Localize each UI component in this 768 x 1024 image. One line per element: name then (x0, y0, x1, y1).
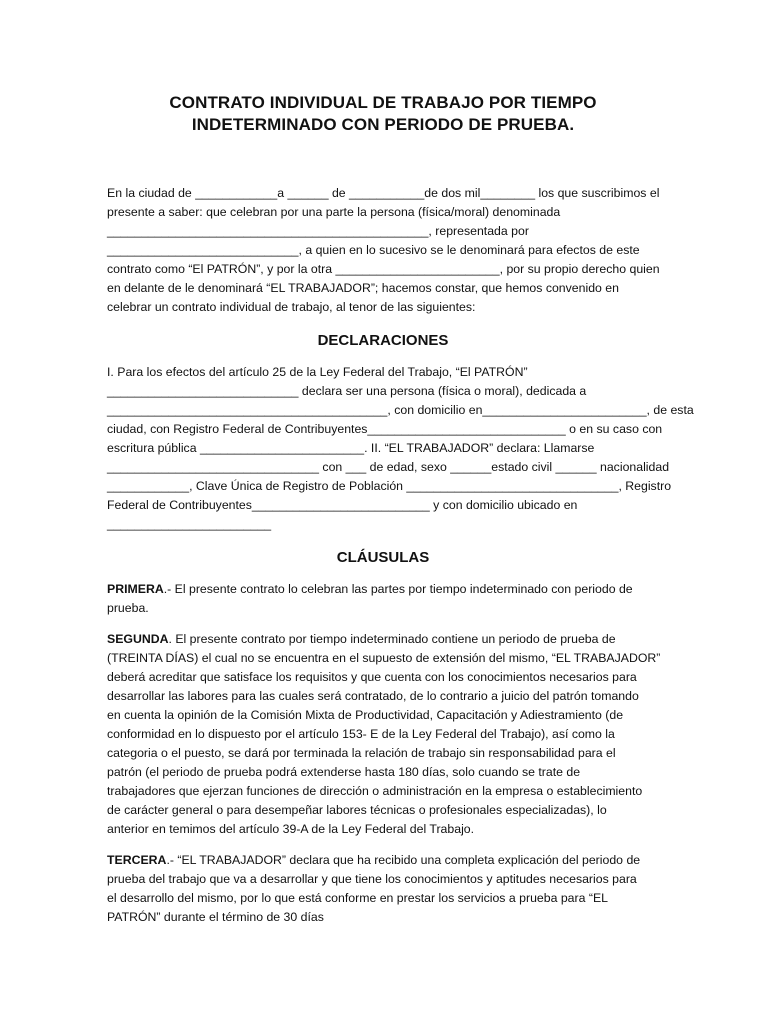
intro-line: celebrar un contrato individual de trabajo, al tenor de las siguientes: (107, 300, 476, 314)
declaraciones-line: ________________________ (107, 517, 272, 531)
clause-segunda-line: de carácter general o para desempeñar labores técnicas o profesionales especializadas), lo (107, 803, 607, 817)
contract-page (107, 92, 694, 939)
intro-line: presente a saber: que celebran por una parte la persona (física/moral) denominada (107, 205, 561, 219)
title-line-2: INDETERMINADO CON PERIODO DE PRUEBA. (191, 115, 575, 134)
clause-primera-label: PRIMERA (107, 582, 164, 596)
clausulas-heading: CLÁUSULAS (336, 549, 430, 566)
declaraciones-line: ciudad, con Registro Federal de Contribuyentes_____________________________ o en su caso con (107, 422, 663, 436)
clause-tercera-line: prueba del trabajo que va a desarrollar y que tiene los conocimientos y aptitudes necesarios para (107, 872, 637, 886)
clause-primera-text: .- El presente contrato lo celebran las partes por tiempo indeterminado con periodo de (163, 582, 633, 596)
clause-tercera-label: TERCERA (107, 853, 167, 867)
clause-segunda-line: trabajadores que ejerzan funciones de dirección o administración en la empresa o establecimiento (107, 784, 643, 798)
clause-tercera-first-line (107, 851, 659, 870)
clause-segunda-line: categoria o el puesto, se dará por terminada la relación de trabajo sin responsabilidad para el (107, 746, 616, 760)
clause-segunda-line: (TREINTA DÍAS) el cual no se encuentra en el supuesto de extensión del mismo, “EL TRABAJADOR” (107, 651, 661, 665)
intro-paragraph (107, 184, 659, 317)
clause-primera-first-line (107, 580, 659, 599)
clause-segunda-line: en cuenta la opinión de la Comisión Mixta de Productividad, Capacitación y Adiestramiento (de (107, 708, 624, 722)
clause-segunda-line: anterior en temimos del artículo 39-A de la Ley Federal del Trabajo. (107, 822, 475, 836)
title-line-1: CONTRATO INDIVIDUAL DE TRABAJO POR TIEMPO (169, 93, 597, 112)
clause-segunda-line: deberá acreditar que satisface los requisitos y que cuenta con los conocimientos necesarios para (107, 670, 637, 684)
declaraciones-line: escritura pública ________________________. II. “EL TRABAJADOR” declara: Llamarse (107, 441, 595, 455)
intro-line: ____________________________, a quien en lo sucesivo se le denominará para efectos de este (107, 243, 640, 257)
declaraciones-line: ____________, Clave Única de Registro de Población _______________________________, Registro (107, 479, 672, 493)
clause-tercera-line: el desarrollo del mismo, por lo que está conforme en prestar los servicios a prueba para “EL (107, 891, 609, 905)
declaraciones-line: I. Para los efectos del artículo 25 de la Ley Federal del Trabajo, “El PATRÓN” (107, 365, 528, 379)
clause-primera (107, 580, 659, 618)
clause-segunda-line: patrón (el periodo de prueba podrá extenderse hasta 180 días, solo cuando se trate de (107, 765, 581, 779)
intro-line: contrato como “El PATRÓN”, y por la otra ________________________, por su propio derecho quien (107, 262, 660, 276)
declaraciones-paragraph (107, 363, 694, 534)
clause-segunda-label: SEGUNDA (107, 632, 169, 646)
clause-primera-line: prueba. (107, 601, 149, 615)
clause-segunda-line: desarrollar las labores para las cuales será contratado, de lo contrario a juicio del patrón tomando (107, 689, 639, 703)
clause-segunda-text: . El presente contrato por tiempo indeterminado contiene un periodo de prueba de (168, 632, 616, 646)
declaraciones-line: _______________________________ con ___ de edad, sexo ______estado civil ______ nacionalidad (107, 460, 670, 474)
clause-segunda-line: conformidad en lo dispuesto por el artículo 153- E de la Ley Federal del Trabajo), así como la (107, 727, 615, 741)
declaraciones-line: _________________________________________, con domicilio en________________________, de esta (107, 403, 694, 417)
clause-tercera (107, 851, 659, 927)
declaraciones-line: Federal de Contribuyentes__________________________ y con domicilio ubicado en (107, 498, 578, 512)
intro-line: _______________________________________________, representada por (107, 224, 529, 238)
intro-line: En la ciudad de ____________a ______ de ___________de dos mil________ los que suscribimos el (107, 186, 660, 200)
clause-segunda (107, 630, 659, 839)
clause-tercera-text: .- “EL TRABAJADOR” declara que ha recibido una completa explicación del periodo de (166, 853, 641, 867)
declaraciones-line: ____________________________ declara ser una persona (física o moral), dedicada a (107, 384, 587, 398)
intro-line: en delante de le denominará “EL TRABAJADOR”; hacemos constar, que hemos convenido en (107, 281, 619, 295)
clause-segunda-first-line (107, 630, 659, 649)
declaraciones-heading: DECLARACIONES (317, 332, 449, 349)
clause-tercera-line: PATRÓN” durante el término de 30 días (107, 910, 324, 924)
document-title (107, 92, 659, 136)
